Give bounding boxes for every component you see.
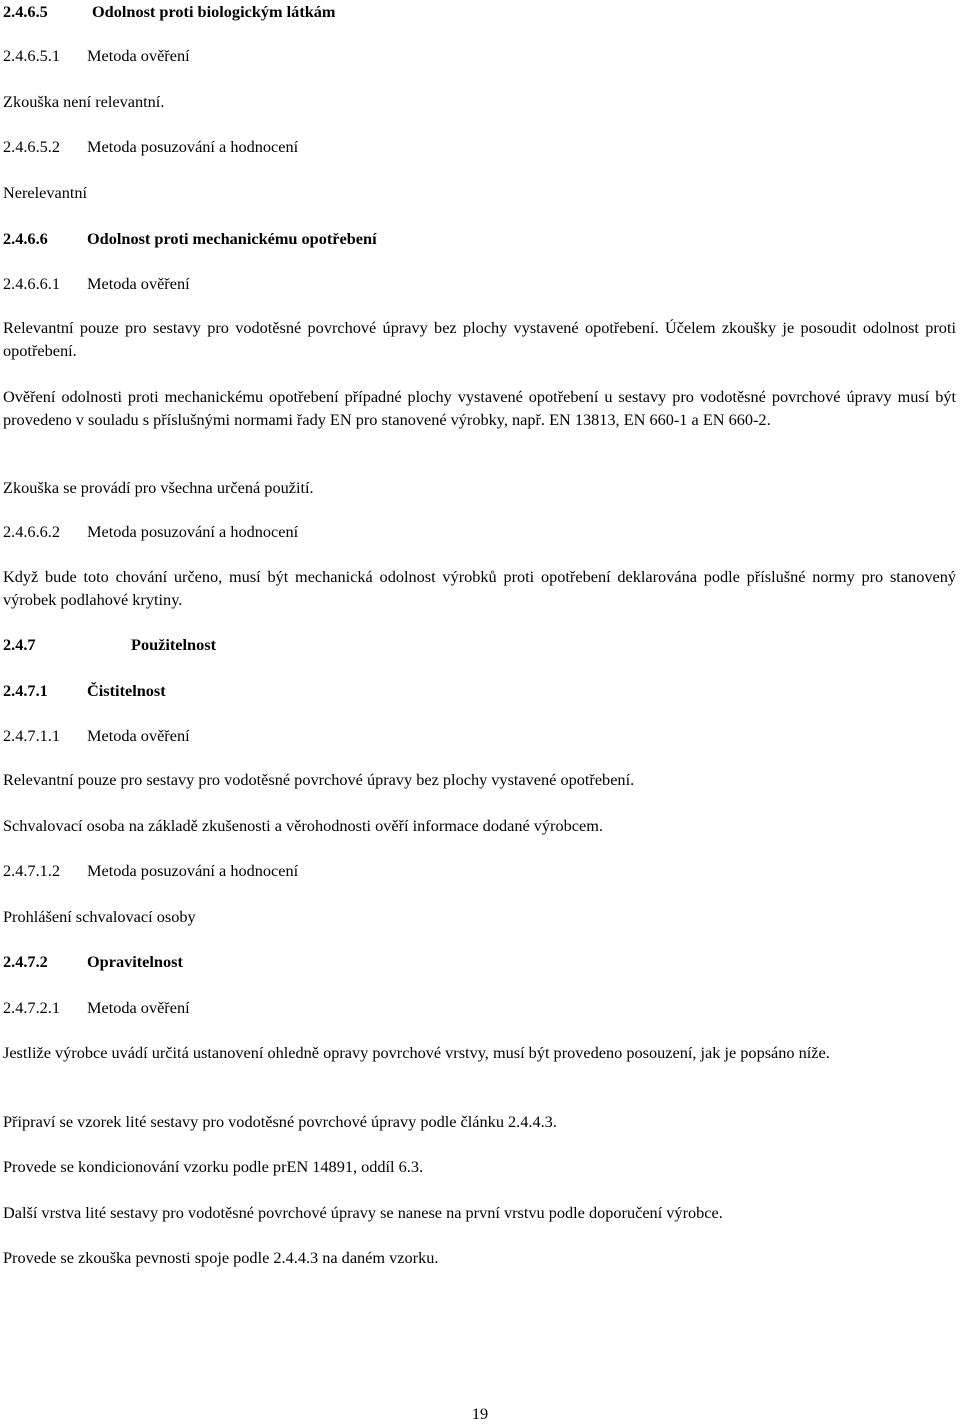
paragraph: Prohlášení schvalovací osoby: [3, 907, 196, 926]
paragraph: Relevantní pouze pro sestavy pro vodotěsné povrchové úpravy bez plochy vystavené opotřebení.: [3, 770, 635, 789]
page-number: 19: [471, 1404, 489, 1423]
paragraph: Schvalovací osoba na základě zkušenosti a věrohodnosti ověří informace dodané výrobcem.: [3, 816, 603, 835]
heading-title: Použitelnost: [131, 635, 217, 654]
subheading-2-4-6-5-2: [3, 135, 956, 158]
heading-title: Metoda ověření: [87, 46, 190, 65]
heading-number: 2.4.7.1.2: [3, 861, 60, 880]
heading-title: Metoda ověření: [87, 726, 190, 745]
heading-number: 2.4.6.6.1: [3, 274, 60, 293]
heading-number: 2.4.7.1.1: [3, 726, 60, 745]
paragraph: Provede se zkouška pevnosti spoje podle 2.4.4.3 na daném vzorku.: [3, 1248, 439, 1267]
heading-number: 2.4.6.6: [3, 229, 48, 248]
heading-2-4-7-1: [3, 679, 956, 702]
subheading-2-4-7-1-1: [3, 724, 956, 747]
paragraph: Relevantní pouze pro sestavy pro vodotěsné povrchové úpravy bez plochy vystavené opotřebení. Účelem zkoušky je posoudit odolnost proti opotřebení.: [3, 318, 956, 360]
heading-title: Metoda posuzování a hodnocení: [87, 522, 299, 541]
heading-number: 2.4.7: [3, 635, 36, 654]
heading-2-4-6-6: [3, 227, 956, 250]
heading-number: 2.4.7.2: [3, 952, 48, 971]
subheading-2-4-7-2-1: [3, 996, 956, 1019]
paragraph: Připraví se vzorek lité sestavy pro vodotěsné povrchové úpravy podle článku 2.4.4.3.: [3, 1112, 557, 1131]
paragraph: Zkouška se provádí pro všechna určená použití.: [3, 478, 314, 497]
heading-2-4-6-5: [3, 0, 956, 23]
heading-title: Metoda posuzování a hodnocení: [87, 861, 299, 880]
heading-title: Metoda ověření: [87, 274, 190, 293]
heading-title: Opravitelnost: [87, 952, 183, 971]
paragraph: Ověření odolnosti proti mechanickému opotřebení případné plochy vystavené opotřebení u sestavy pro vodotěsné povrchové úpravy musí být provedeno v souladu s příslušnými normami řady EN pro stanovené výrobky, např. EN 13813, EN 660-1 a EN 660-2.: [3, 387, 956, 429]
paragraph: Zkouška není relevantní.: [3, 92, 165, 111]
heading-title: Metoda ověření: [87, 998, 190, 1017]
heading-title: Čistitelnost: [87, 681, 166, 700]
paragraph: Když bude toto chování určeno, musí být mechanická odolnost výrobků proti opotřebení deklarována podle příslušné normy pro stanovený výrobek podlahové krytiny.: [3, 567, 956, 609]
subheading-2-4-7-1-2: [3, 859, 956, 882]
heading-title: Odolnost proti biologickým látkám: [92, 2, 336, 21]
heading-number: 2.4.6.6.2: [3, 522, 60, 541]
heading-title: Odolnost proti mechanickému opotřebení: [87, 229, 377, 248]
heading-number: 2.4.6.5.1: [3, 46, 60, 65]
heading-2-4-7-2: [3, 950, 956, 973]
paragraph: Další vrstva lité sestavy pro vodotěsné povrchové úpravy se nanese na první vrstvu podle doporučení výrobce.: [3, 1203, 723, 1222]
heading-number: 2.4.7.1: [3, 681, 48, 700]
heading-title: Metoda posuzování a hodnocení: [87, 137, 299, 156]
subheading-2-4-6-6-1: [3, 272, 956, 295]
paragraph: Provede se kondicionování vzorku podle prEN 14891, oddíl 6.3.: [3, 1157, 424, 1176]
paragraph: Nerelevantní: [3, 183, 88, 202]
heading-number: 2.4.6.5.2: [3, 137, 60, 156]
subheading-2-4-6-6-2: [3, 520, 956, 543]
paragraph: Jestliže výrobce uvádí určitá ustanovení ohledně opravy povrchové vrstvy, musí být provedeno posouzení, jak je popsáno níže.: [3, 1043, 830, 1062]
heading-2-4-7: [3, 633, 956, 656]
heading-number: 2.4.6.5: [3, 2, 48, 21]
subheading-2-4-6-5-1: [3, 44, 956, 67]
heading-number: 2.4.7.2.1: [3, 998, 60, 1017]
